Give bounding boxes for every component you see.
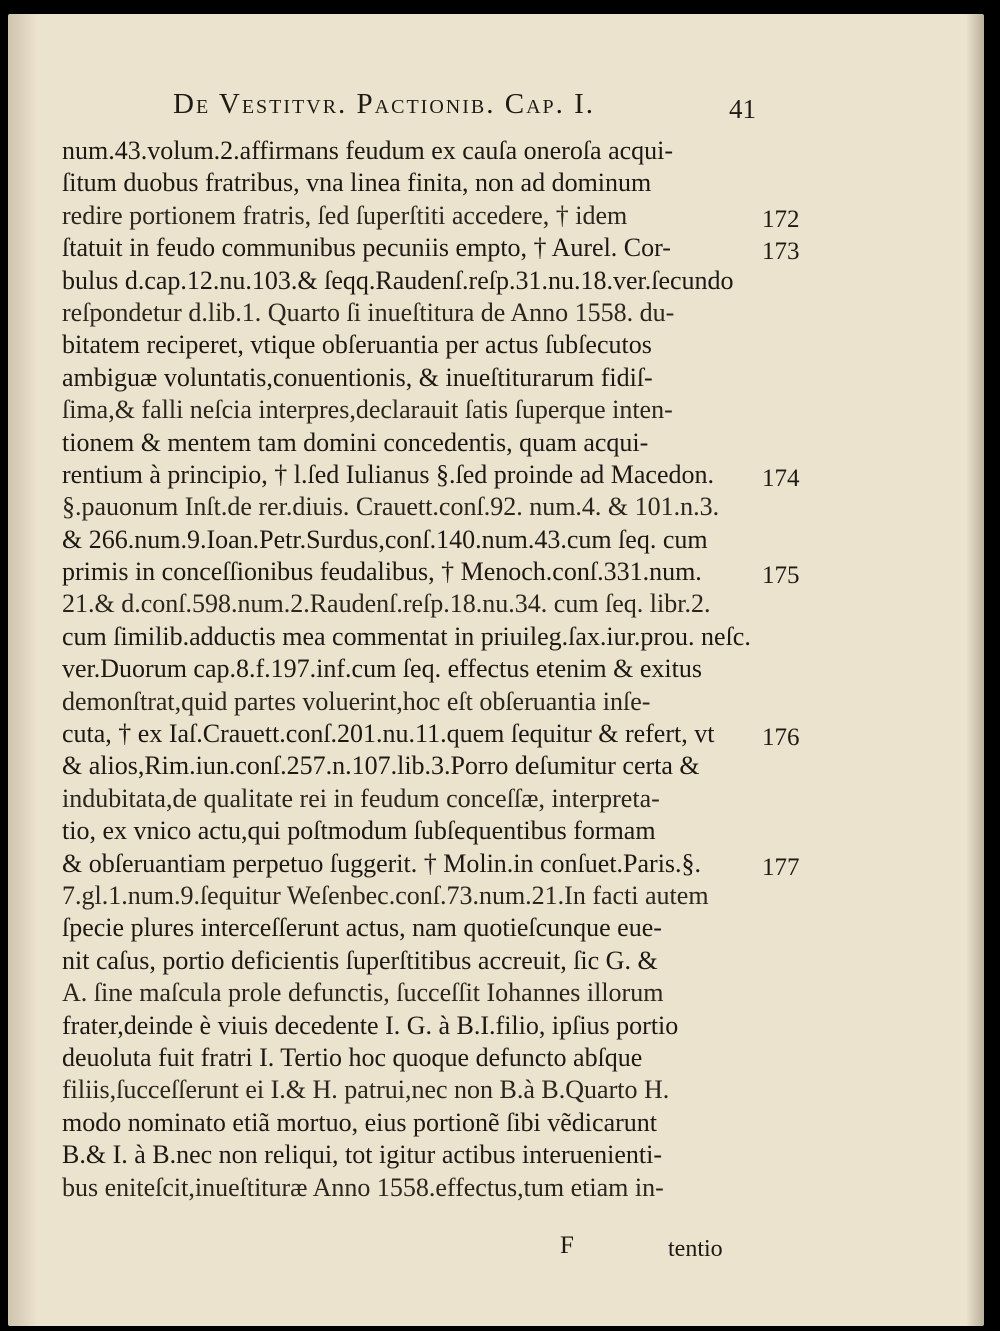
text-line: bulus d.cap.12.nu.103.& ſeqq.Raudenſ.reſp.31.nu.18.ver.ſecundo [62, 265, 734, 295]
text-line: & 266.num.9.Ioan.Petr.Surdus,conſ.140.num.43.cum ſeq. cum [62, 524, 708, 554]
margin-note-number: 172 [762, 205, 800, 233]
text-line: filiis,ſucceſſerunt ei I.& H. patrui,nec non B.à B.Quarto H. [62, 1075, 670, 1105]
margin-note-number: 173 [762, 238, 800, 266]
text-line: tio, ex vnico actu,qui poſtmodum ſubſequentibus formam [62, 816, 656, 846]
text-line: ſtatuit in feudo communibus pecuniis empto, † Aurel. Cor- [62, 233, 671, 263]
text-line: modo nominato etiã mortuo, eius portionẽ ſibi vẽdicarunt [62, 1107, 657, 1137]
page-number: 41 [729, 94, 756, 124]
running-title: De Vestitvr. Pactionib. Cap. I. [173, 88, 596, 120]
text-line: & alios,Rim.iun.conſ.257.n.107.lib.3.Porro deſumitur certa & [62, 751, 700, 781]
margin-note-number: 176 [762, 724, 800, 752]
text-line: bus eniteſcit,inueſtituræ Anno 1558.effectus,tum etiam in- [62, 1172, 664, 1202]
text-line: ſpecie plures interceſſerunt actus, nam quotieſcunque eue- [62, 913, 662, 943]
text-line: bitatem reciperet, vtique obſeruantia per actus ſubſecutos [62, 330, 652, 360]
text-line: ambiguæ voluntatis,conuentionis, & inueſtiturarum fidiſ- [62, 362, 653, 392]
text-line: ver.Duorum cap.8.f.197.inf.cum ſeq. effectus etenim & exitus [62, 654, 702, 684]
signature-mark: F [560, 1232, 574, 1259]
text-line: redire portionem fratris, ſed ſuperſtiti accedere, † idem [62, 200, 628, 230]
text-line: primis in conceſſionibus feudalibus, † Menoch.conſ.331.num. [62, 557, 702, 587]
text-line: tionem & mentem tam domini concedentis, quam acqui- [62, 427, 649, 457]
text-line: ſitum duobus fratribus, vna linea finita, non ad dominum [62, 168, 652, 198]
text-line: nit caſus, portio deficientis ſuperſtitibus accreuit, ſic G. & [62, 945, 658, 975]
text-line: 21.& d.conſ.598.num.2.Raudenſ.reſp.18.nu.34. cum ſeq. libr.2. [62, 589, 711, 619]
text-line: demonſtrat,quid partes voluerint,hoc eſt obſeruantia inſe- [62, 686, 651, 716]
text-line: reſpondetur d.lib.1. Quarto ſi inueſtitura de Anno 1558. du- [62, 297, 675, 327]
text-line: frater,deinde è viuis decedente I. G. à B.I.filio, ipſius portio [62, 1010, 679, 1040]
text-line: ſima,& falli neſcia interpres,declarauit ſatis ſuperque inten- [62, 395, 673, 425]
margin-note-number: 177 [762, 853, 800, 881]
text-line: deuoluta fuit fratri I. Tertio hoc quoque defuncto abſque [62, 1042, 643, 1072]
margin-note-number: 175 [762, 562, 800, 590]
text-line: 7.gl.1.num.9.ſequitur Weſenbec.conſ.73.num.21.In facti autem [62, 880, 709, 910]
text-line: A. ſine maſcula prole defunctis, ſucceſſit Iohannes illorum [62, 978, 664, 1008]
text-line: §.pauonum Inſt.de rer.diuis. Crauett.conſ.92. num.4. & 101.n.3. [62, 492, 720, 522]
text-line: rentium à principio, † l.ſed Iulianus §.ſed proinde ad Macedon. [62, 459, 714, 489]
text-line: & obſeruantiam perpetuo ſuggerit. † Molin.in conſuet.Paris.§. [62, 848, 702, 878]
page-footer [0, 1232, 1000, 1268]
margin-note-number: 174 [762, 465, 800, 492]
text-line: cuta, † ex Iaſ.Crauett.conſ.201.nu.11.quem ſequitur & refert, vt [62, 719, 715, 749]
text-line: cum ſimilib.adductis mea commentat in priuileg.ſax.iur.prou. neſc. [62, 621, 751, 651]
catchword: tentio [668, 1236, 723, 1262]
text-line: B.& I. à B.nec non reliqui, tot igitur actibus interuenienti- [62, 1140, 663, 1170]
text-line: num.43.volum.2.affirmans feudum ex cauſa oneroſa acqui- [62, 136, 674, 165]
body-text [62, 135, 762, 1204]
page-header [173, 88, 763, 128]
text-line: indubitata,de qualitate rei in feudum conceſſæ, interpreta- [62, 783, 660, 813]
